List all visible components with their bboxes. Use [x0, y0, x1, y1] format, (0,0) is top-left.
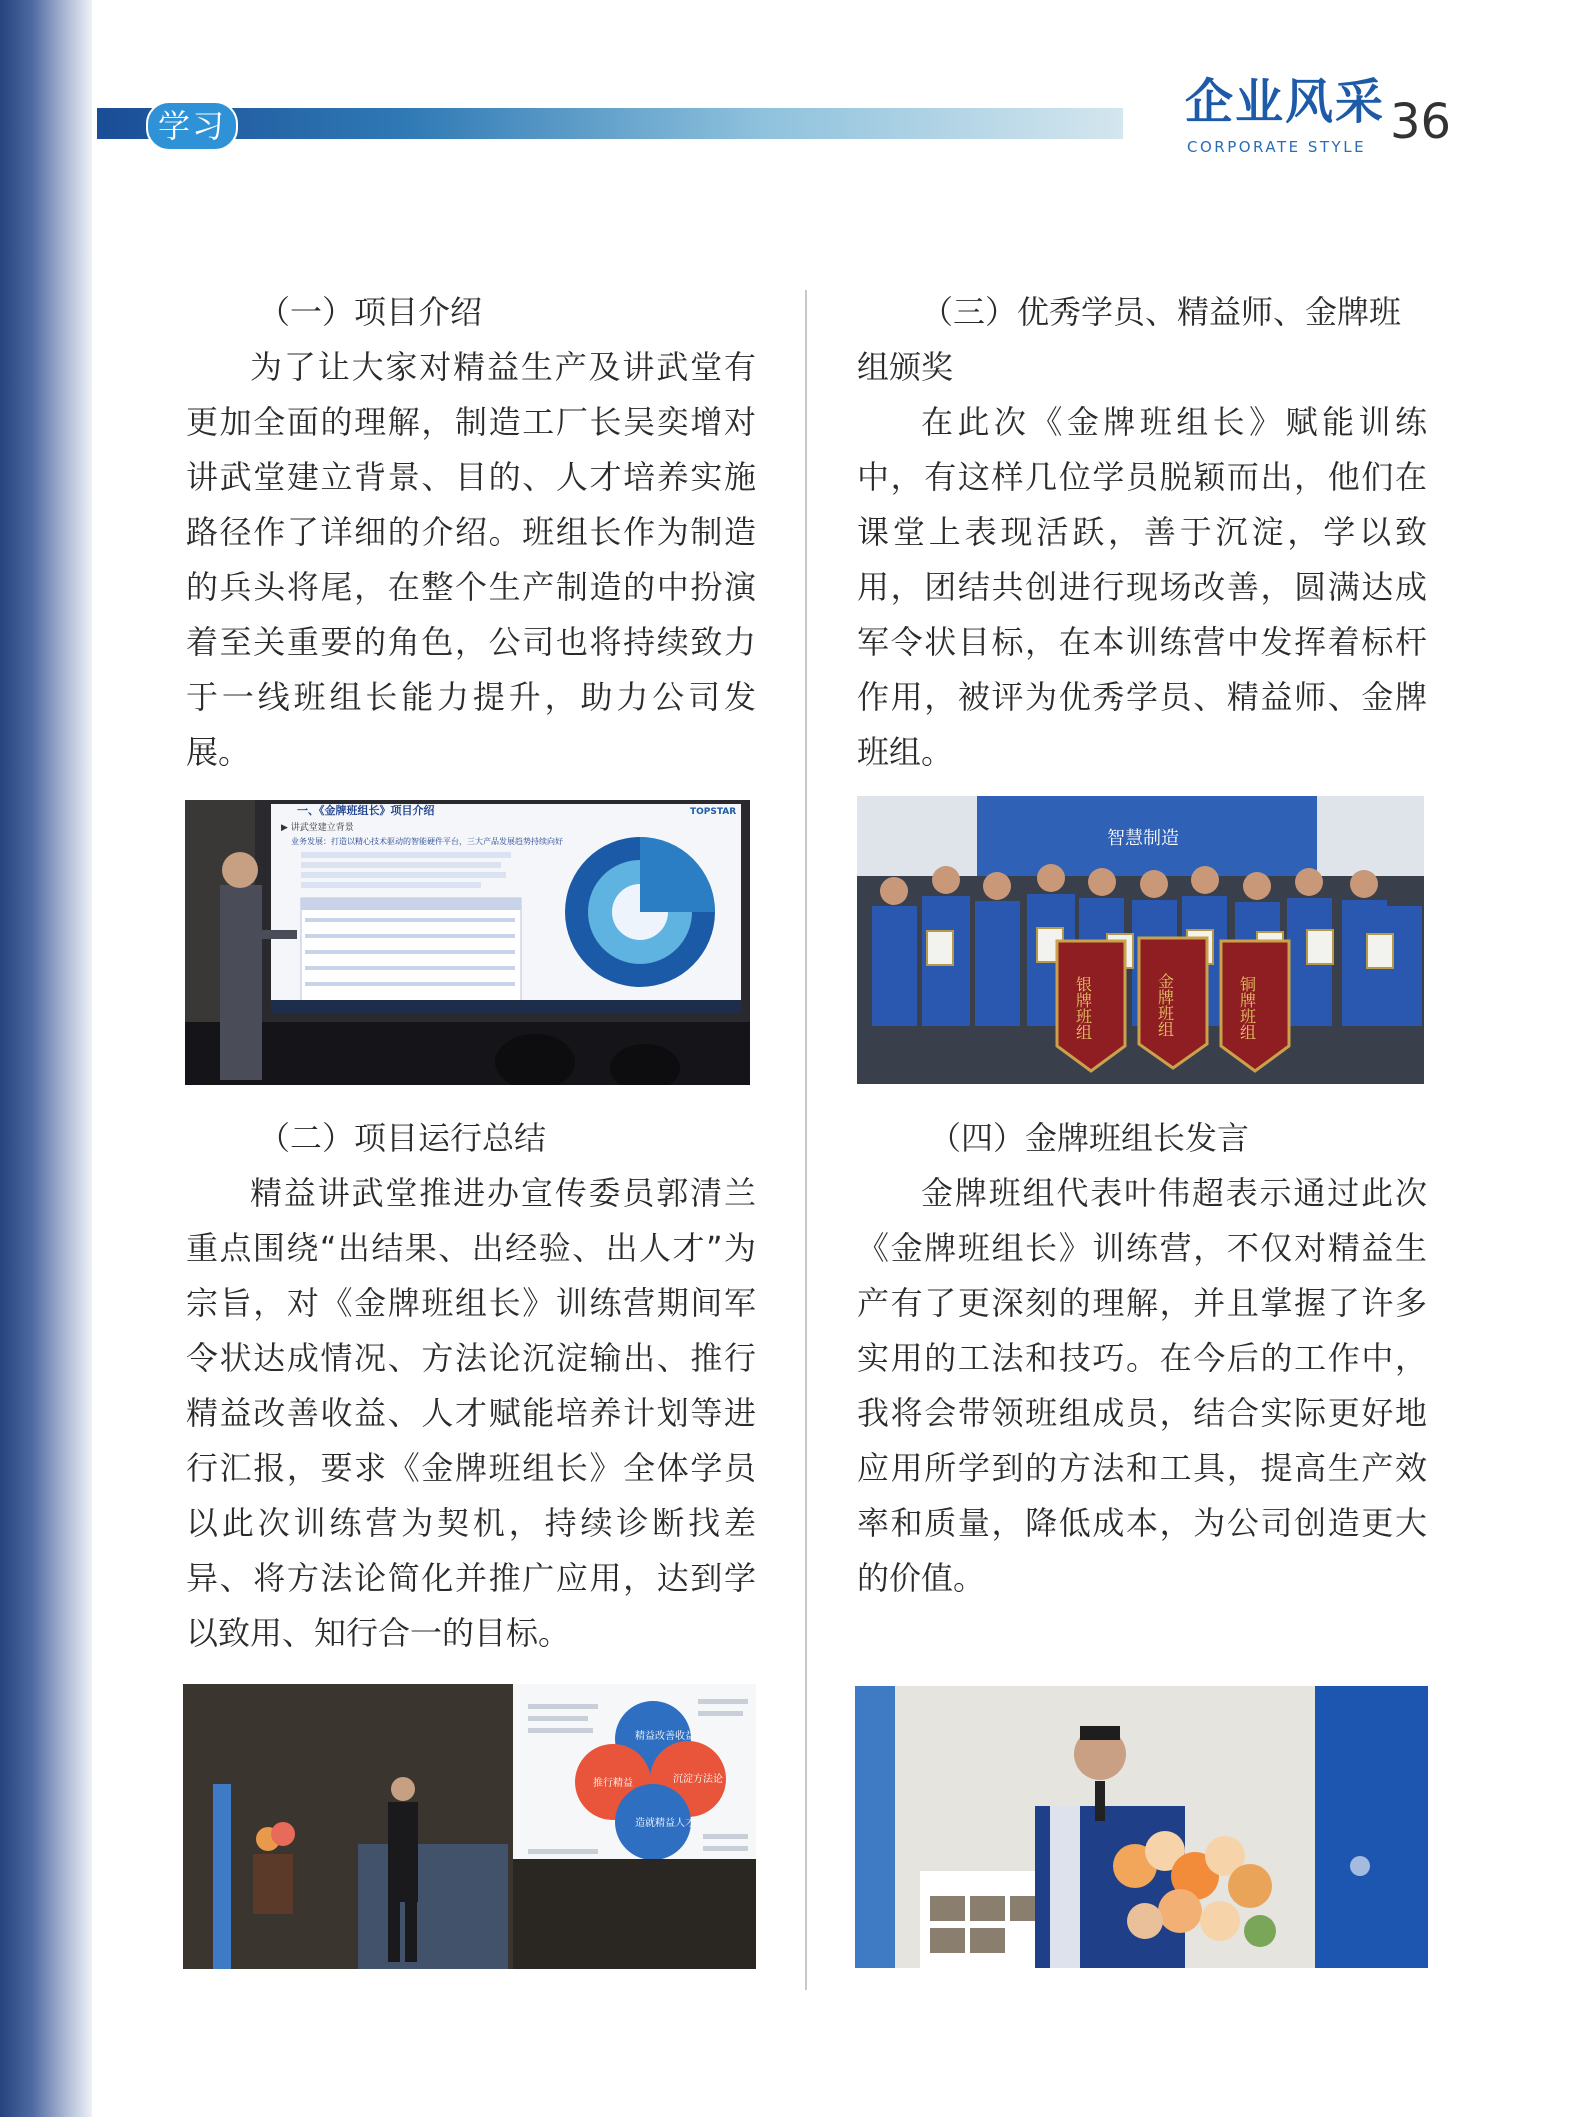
petal-2: 沉淀方法论: [673, 1774, 723, 1785]
section-4: [857, 1111, 1427, 1606]
photo-award-group: [857, 796, 1424, 1084]
petal-4: 造就精益人才: [635, 1818, 695, 1829]
pennant-gold: 金牌班组: [1155, 973, 1175, 1037]
section-3-body: 在此次《金牌班组长》赋能训练中，有这样几位学员脱颖而出，他们在课堂上表现活跃，善于沉淀，学以致用，团结共创进行现场改善，圆满达成军令状目标，在本训练营中发挥着标杆作用，被评为优秀学员、精益师、金牌班组。: [857, 403, 1427, 771]
photo-presentation: [185, 800, 750, 1085]
section-3: [857, 285, 1427, 780]
pennant-silver: 银牌班组: [1073, 976, 1093, 1040]
photo-speaker-summary: [183, 1684, 756, 1969]
photo-leader-speech: [855, 1686, 1428, 1968]
header-bar: [97, 108, 1123, 139]
section-1-body: 为了让大家对精益生产及讲武堂有更加全面的理解，制造工厂长吴奕增对讲武堂建立背景、目的、人才培养实施路径作了详细的介绍。班组长作为制造的兵头将尾，在整个生产制造的中扮演着至关重要的角色，公司也将持续致力于一线班组长能力提升，助力公司发展。: [186, 348, 756, 771]
section-4-body: 金牌班组代表叶伟超表示通过此次《金牌班组长》训练营，不仅对精益生产有了更深刻的理解，并且掌握了许多实用的工法和技巧。在今后的工作中，我将会带领班组成员，结合实际更好地应用所学到的方法和工具，提高生产效率和质量，降低成本，为公司创造更大的价值。: [857, 1174, 1427, 1597]
section-1: [186, 285, 756, 780]
petal-3: 推行精益: [593, 1778, 633, 1789]
section-2-title: （二）项目运行总结: [258, 1119, 547, 1157]
section-2-body: 精益讲武堂推进办宣传委员郭清兰重点围绕“出结果、出经验、出人才”为宗旨，对《金牌班组长》训练营期间军令状达成情况、方法论沉淀输出、推行精益改善收益、人才赋能培养计划等进行汇报，要求《金牌班组长》全体学员以此次训练营为契机，持续诊断找差异、将方法论简化并推广应用，达到学以致用、知行合一的目标。: [186, 1174, 756, 1652]
banner-text: 智慧制造: [1107, 828, 1179, 849]
slide-header: 一、《金牌班组长》项目介绍: [297, 804, 435, 817]
column-divider: [805, 290, 807, 1990]
slide-brand: TOPSTAR: [690, 807, 737, 817]
brand-title: 企业风采: [1185, 74, 1386, 130]
brand-logo: [1185, 72, 1386, 162]
slide-subheader: ▶ 讲武堂建立背景: [281, 823, 354, 833]
page-spine: [0, 0, 92, 2117]
brand-subtitle: CORPORATE STYLE: [1187, 138, 1367, 156]
section-1-title: （一）项目介绍: [258, 293, 483, 331]
page-number: 36: [1390, 94, 1452, 150]
section-3-title: （三）优秀学员、精益师、金牌班组颁奖: [857, 293, 1402, 386]
section-2: [186, 1111, 756, 1661]
slide-line: 业务发展：打造以精心技术驱动的智能硬件平台，三大产品发展趋势持续向好: [291, 837, 563, 846]
pennant-bronze: 铜牌班组: [1237, 976, 1257, 1040]
section-label: 学习: [146, 101, 238, 151]
section-4-title: （四）金牌班组长发言: [929, 1119, 1250, 1157]
petal-1: 精益改善收益: [635, 1731, 695, 1742]
